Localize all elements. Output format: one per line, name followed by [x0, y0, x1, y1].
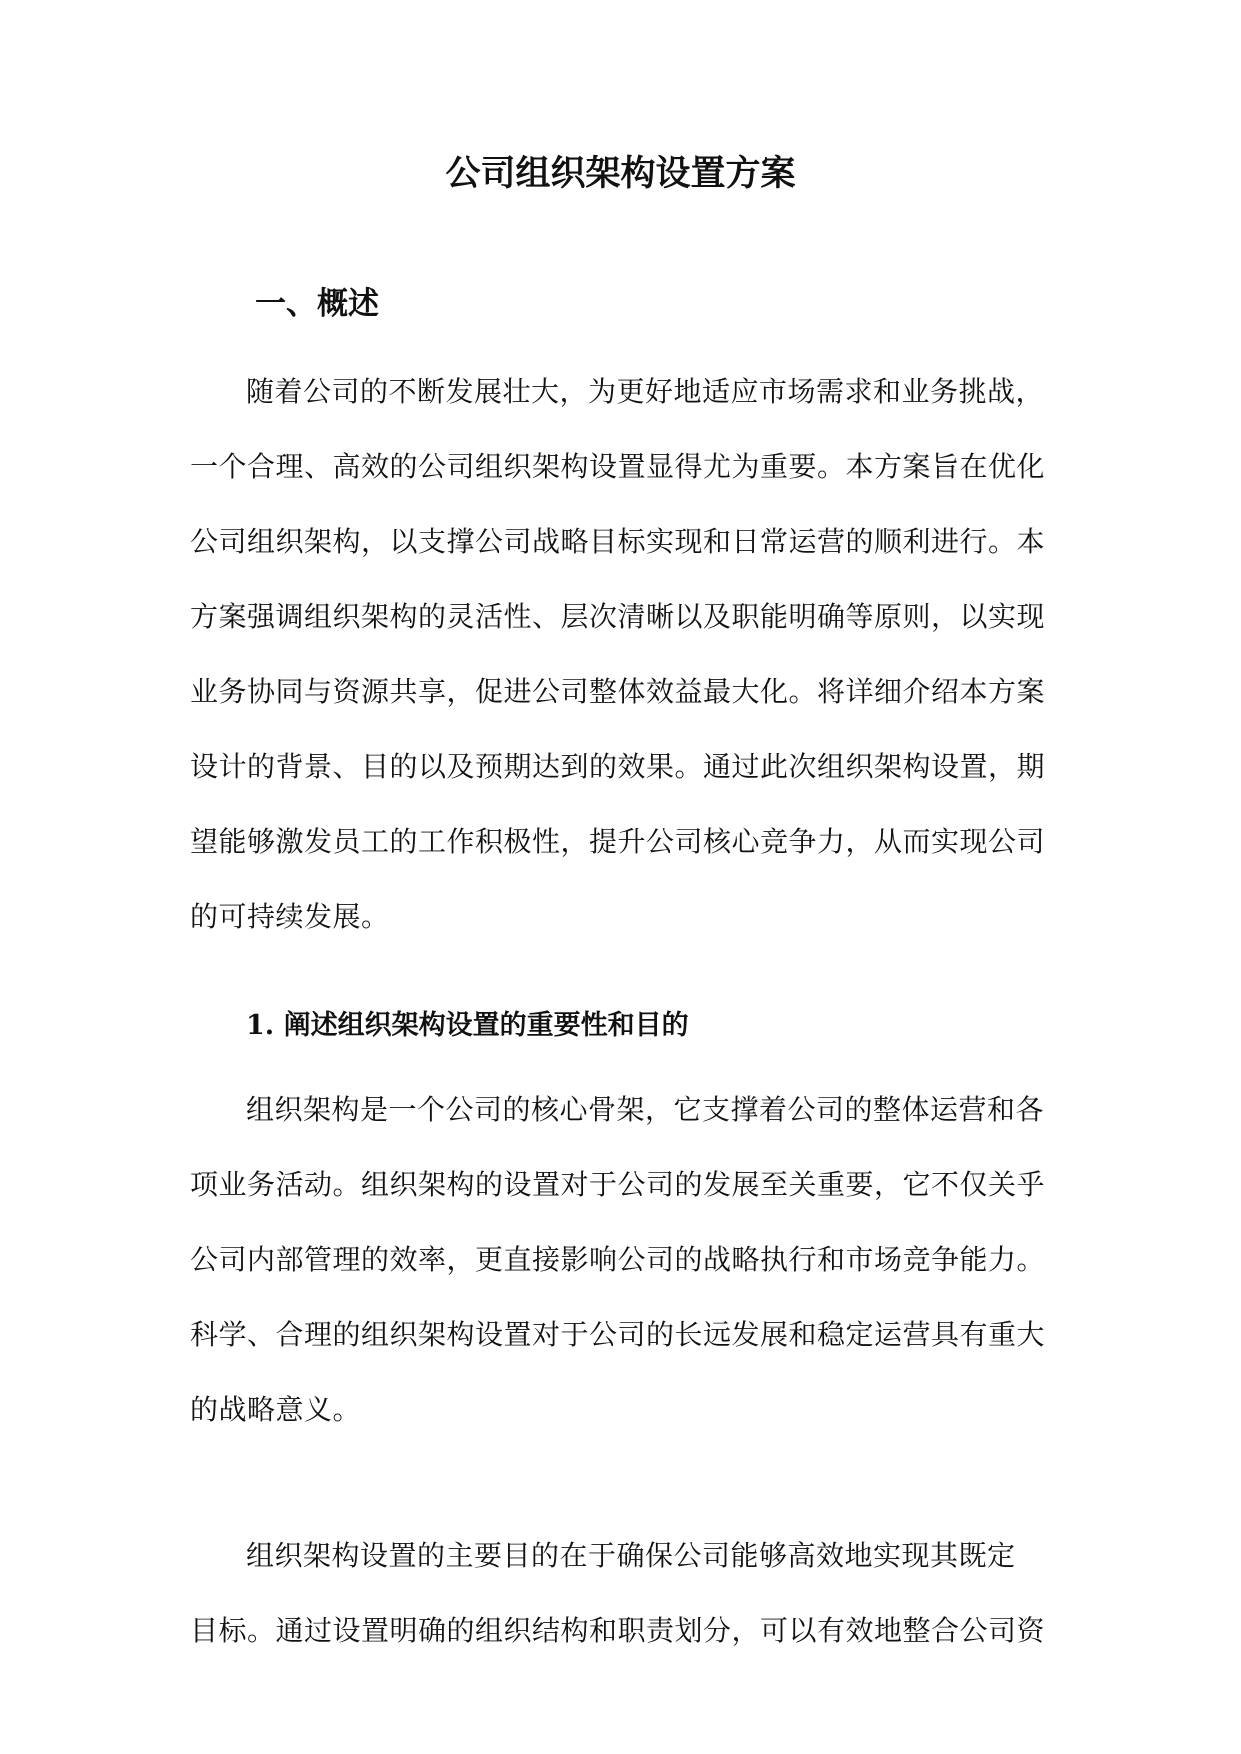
text-line: 随着公司的不断发展壮大，为更好地适应市场需求和业务挑战， — [246, 375, 1045, 408]
importance-paragraph — [190, 1072, 1050, 1447]
text-line: 科学、合理的组织架构设置对于公司的长远发展和稳定运营具有重大 — [190, 1318, 1046, 1351]
text-line: 项业务活动。组织架构的设置对于公司的发展至关重要，它不仅关乎 — [190, 1168, 1046, 1201]
purpose-paragraph — [190, 1518, 1050, 1668]
document-title: 公司组织架构设置方案 — [445, 153, 796, 194]
text-line: 公司组织架构，以支撑公司战略目标实现和日常运营的顺利进行。本 — [190, 525, 1046, 558]
text-line: 目标。通过设置明确的组织结构和职责划分，可以有效地整合公司资 — [190, 1614, 1046, 1647]
text-line: 组织架构设置的主要目的在于确保公司能够高效地实现其既定 — [246, 1539, 1016, 1572]
text-line: 的可持续发展。 — [190, 900, 390, 933]
text-line: 组织架构是一个公司的核心骨架，它支撑着公司的整体运营和各 — [246, 1093, 1045, 1126]
subsection-heading-importance: 1. 阐述组织架构设置的重要性和目的 — [246, 1010, 689, 1041]
text-line: 设计的背景、目的以及预期达到的效果。通过此次组织架构设置，期 — [190, 750, 1046, 783]
text-line: 公司内部管理的效率，更直接影响公司的战略执行和市场竞争能力。 — [190, 1243, 1046, 1276]
section-heading-overview: 一、概述 — [255, 286, 379, 322]
text-line: 业务协同与资源共享，促进公司整体效益最大化。将详细介绍本方案 — [190, 675, 1046, 708]
overview-paragraph — [190, 354, 1050, 954]
text-line: 望能够激发员工的工作积极性，提升公司核心竞争力，从而实现公司 — [190, 825, 1046, 858]
text-line: 的战略意义。 — [190, 1393, 362, 1426]
text-line: 方案强调组织架构的灵活性、层次清晰以及职能明确等原则，以实现 — [190, 600, 1046, 633]
text-line: 一个合理、高效的公司组织架构设置显得尤为重要。本方案旨在优化 — [190, 450, 1046, 483]
